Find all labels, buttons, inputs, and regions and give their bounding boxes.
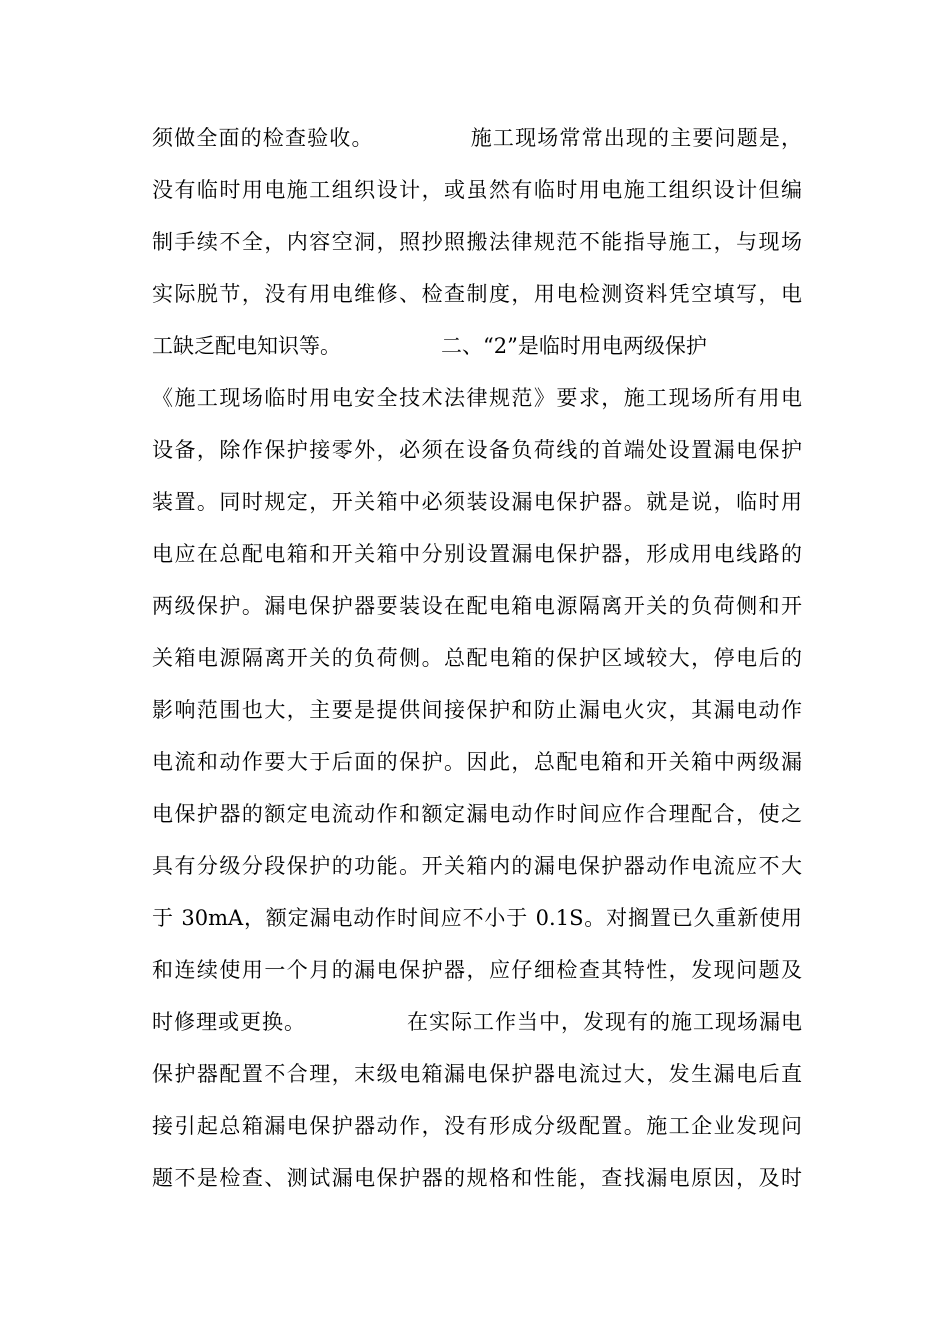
text-line: [152, 476, 802, 528]
text-line: [152, 424, 802, 476]
text-segment: 没有临时用电施工组织设计，或虽然有临时用电施工组织设计但编: [152, 178, 802, 202]
text-line: [152, 944, 802, 996]
text-line: [152, 996, 802, 1048]
text-line: [152, 1100, 802, 1152]
text-line: [152, 736, 802, 788]
text-segment: 保护器配置不合理，末级电箱漏电保护器电流过大，发生漏电后直: [152, 1062, 802, 1086]
text-segment: 设备，除作保护接零外，必须在设备负荷线的首端处设置漏电保护: [152, 438, 802, 462]
text-segment: 装置。同时规定，开关箱中必须装设漏电保护器。就是说，临时用: [152, 490, 802, 514]
text-segment: 时修理或更换。: [152, 1010, 306, 1034]
text-segment: 接引起总箱漏电保护器动作，没有形成分级配置。施工企业发现问: [152, 1114, 802, 1138]
text-segment: 两级保护。漏电保护器要装设在配电箱电源隔离开关的负荷侧和开: [152, 594, 802, 618]
text-segment: 制手续不全，内容空洞，照抄照搬法律规范不能指导施工，与现场: [152, 230, 802, 254]
text-line: [152, 372, 802, 424]
text-segment: 工缺乏配电知识等。: [152, 334, 341, 358]
text-segment: 题不是检查、测试漏电保护器的规格和性能，查找漏电原因，及时: [152, 1166, 802, 1190]
text-segment: 二、“2”是临时用电两级保护: [441, 334, 707, 358]
text-segment: 在实际工作当中，发现有的施工现场漏电: [406, 1010, 802, 1034]
text-segment: 电应在总配电箱和开关箱中分别设置漏电保护器，形成用电线路的: [152, 542, 802, 566]
text-segment: 电流和动作要大于后面的保护。因此，总配电箱和开关箱中两级漏: [152, 750, 802, 774]
text-segment: 关箱电源隔离开关的负荷侧。总配电箱的保护区域较大，停电后的: [152, 646, 802, 670]
text-segment: 影响范围也大，主要是提供间接保护和防止漏电火灾，其漏电动作: [152, 698, 802, 722]
text-line: [152, 1048, 802, 1100]
text-segment: 于 30mA，额定漏电动作时间应不小于 0.1S。对搁置已久重新使用: [152, 906, 802, 930]
text-line: [152, 840, 802, 892]
text-line: [152, 632, 802, 684]
text-line: [152, 528, 802, 580]
text-segment: 电保护器的额定电流动作和额定漏电动作时间应作合理配合，使之: [152, 802, 802, 826]
text-line: [152, 164, 802, 216]
text-line: [152, 320, 802, 372]
body-text: [152, 112, 802, 1204]
text-line: [152, 580, 802, 632]
text-segment: 和连续使用一个月的漏电保护器，应仔细检查其特性，发现问题及: [152, 958, 802, 982]
text-line: [152, 268, 802, 320]
text-segment: 施工现场常常出现的主要问题是，: [469, 126, 803, 150]
text-segment: 须做全面的检查验收。: [152, 126, 374, 150]
text-line: [152, 892, 802, 944]
text-line: [152, 1152, 802, 1204]
text-segment: 《施工现场临时用电安全技术法律规范》要求，施工现场所有用电: [152, 386, 802, 410]
text-segment: 实际脱节，没有用电维修、检查制度，用电检测资料凭空填写，电: [152, 282, 802, 306]
text-line: [152, 216, 802, 268]
text-segment: 具有分级分段保护的功能。开关箱内的漏电保护器动作电流应不大: [152, 854, 802, 878]
text-line: [152, 112, 802, 164]
text-line: [152, 684, 802, 736]
text-line: [152, 788, 802, 840]
